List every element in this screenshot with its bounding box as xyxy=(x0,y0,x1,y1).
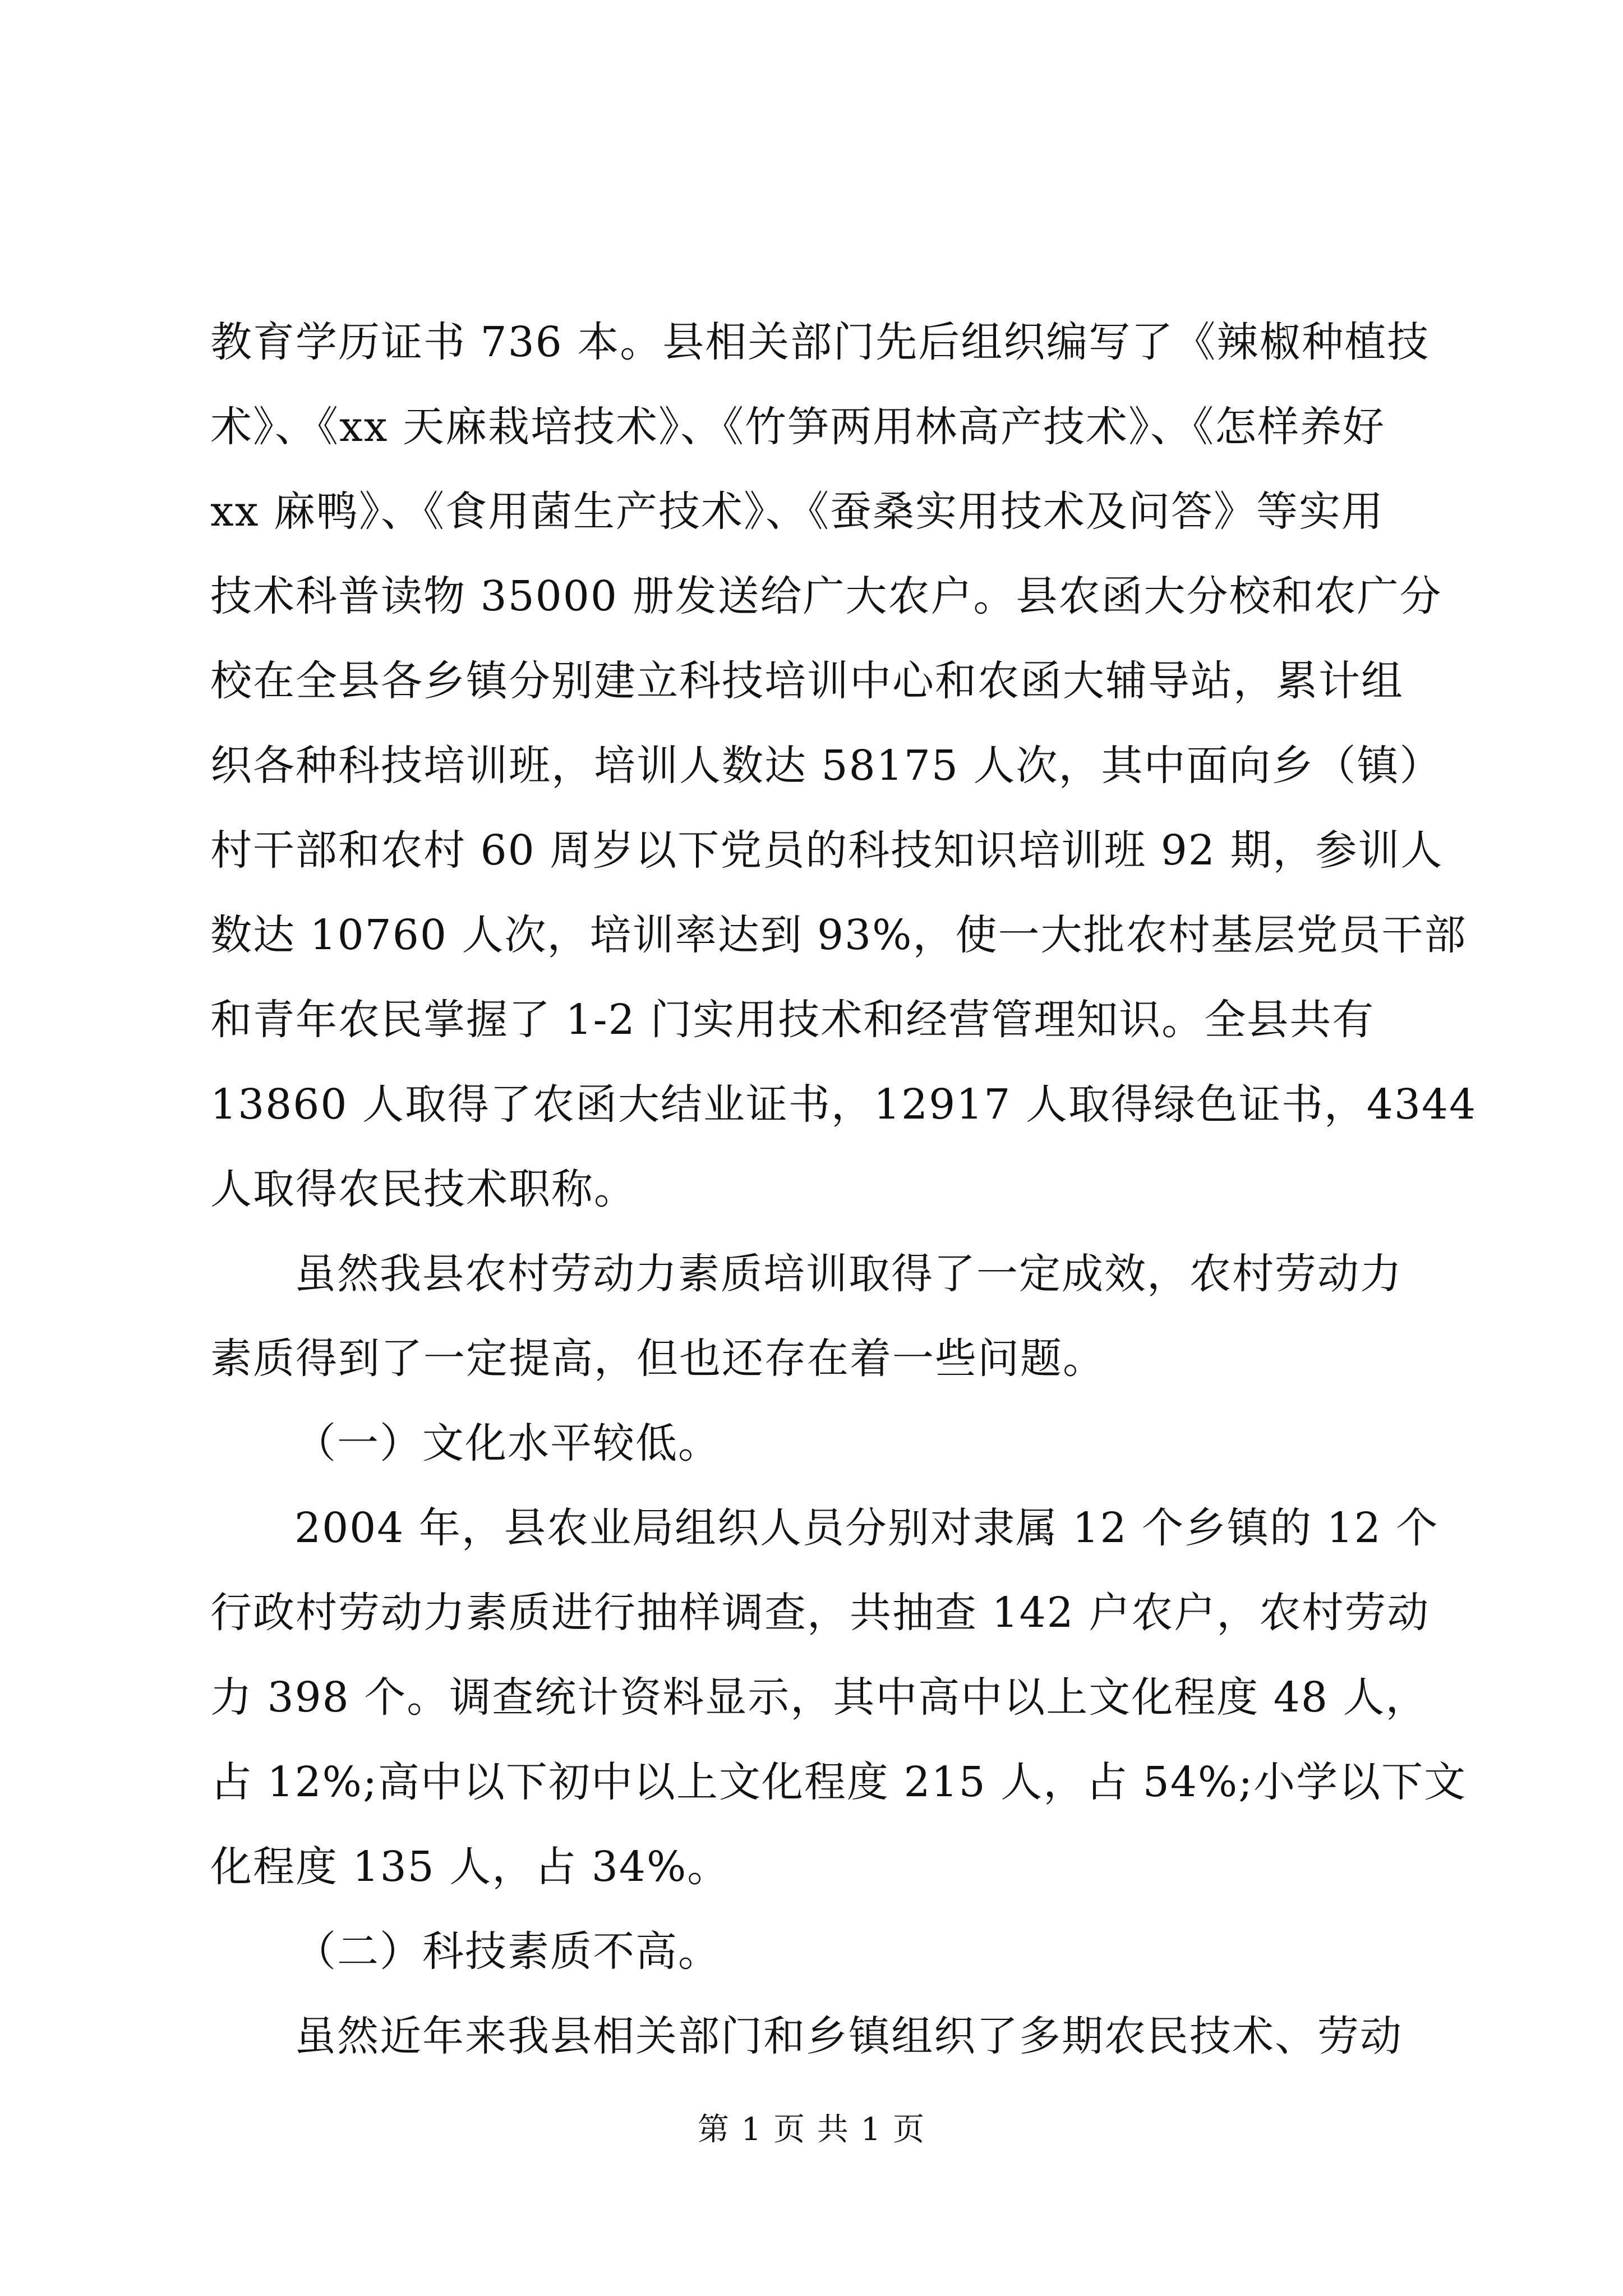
text-line: 力 398 个。调查统计资料显示，其中高中以上文化程度 48 人， xyxy=(210,1673,1428,1722)
text-line: 村干部和农村 60 周岁以下党员的科技知识培训班 92 期，参训人 xyxy=(210,826,1444,875)
text-line: xx 麻鸭》、《食用菌生产技术》、《蚕桑实用技术及问答》等实用 xyxy=(210,487,1384,536)
text-line: 技术科普读物 35000 册发送给广大农户。县农函大分校和农广分 xyxy=(210,572,1442,620)
text-line: 校在全县各乡镇分别建立科技培训中心和农函大辅导站，累计组 xyxy=(210,657,1404,705)
section-heading: （一）文化水平较低。 xyxy=(294,1419,721,1467)
text-line: 织各种科技培训班，培训人数达 58175 人次，其中面向乡（镇） xyxy=(210,742,1442,790)
text-line: 术》、《xx 天麻栽培技术》、《竹笋两用林高产技术》、《怎样养好 xyxy=(210,403,1385,451)
text-line: 虽然我县农村劳动力素质培训取得了一定成效，农村劳动力 xyxy=(294,1250,1403,1298)
text-line: 素质得到了一定提高，但也还存在着一些问题。 xyxy=(210,1335,1105,1383)
section-heading: （二）科技素质不高。 xyxy=(294,1927,721,1976)
text-line: 行政村劳动力素质进行抽样调查，共抽查 142 户农户，农村劳动 xyxy=(210,1589,1430,1637)
document-body xyxy=(210,300,1477,2079)
page-footer: 第 1 页 共 1 页 xyxy=(697,2111,926,2148)
text-line: 13860 人取得了农函大结业证书，12917 人取得绿色证书，4344 xyxy=(210,1080,1477,1129)
text-line: 数达 10760 人次，培训率达到 93%，使一大批农村基层党员干部 xyxy=(210,911,1467,959)
text-line: 教育学历证书 736 本。县相关部门先后组织编写了《辣椒种植技 xyxy=(210,318,1430,366)
text-line: 占 12%;高中以下初中以上文化程度 215 人，占 54%;小学以下文 xyxy=(210,1758,1467,1806)
text-line: 2004 年，县农业局组织人员分别对隶属 12 个乡镇的 12 个 xyxy=(294,1504,1439,1552)
text-line: 和青年农民掌握了 1-2 门实用技术和经营管理知识。全县共有 xyxy=(210,996,1375,1044)
text-line: 化程度 135 人，占 34%。 xyxy=(210,1843,730,1891)
text-line: 虽然近年来我县相关部门和乡镇组织了多期农民技术、劳动 xyxy=(294,2012,1403,2060)
text-line: 人取得农民技术职称。 xyxy=(210,1165,637,1213)
